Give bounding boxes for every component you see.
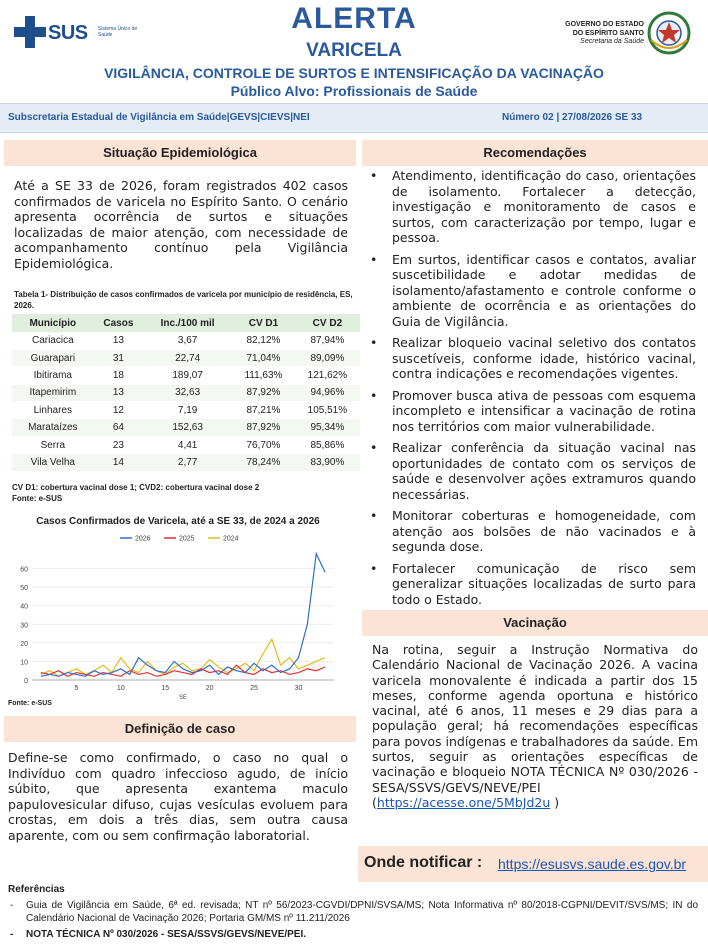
y-tick-label: 20 xyxy=(20,640,28,648)
legend-label: 2026 xyxy=(135,535,151,543)
chart-title: Casos Confirmados de Varicela, até a SE 33, de 2024 a 2026 xyxy=(36,516,320,527)
table-cell: 189,07 xyxy=(143,367,232,384)
table-header-row xyxy=(12,314,360,332)
table-row xyxy=(12,454,360,471)
table-cell: 76,70% xyxy=(232,436,295,453)
reference-item: - Guia de Vigilância em Saúde, 6ª ed. revisada; NT nº 56/2023-CGVDI/DPNI/SVSA/MS; Nota Informativa nº 80/2018-CGPNI/DEVIT/SVS/MS; IN do Calendário Nacional de Vacinação 2026; Portaria GM/MS nº 11.211/2026 xyxy=(8,899,698,925)
page-subtitle: VARICELA xyxy=(306,40,402,61)
recommendation-item: • Fortalecer comunicação de risco sem generalizar situações localizadas de surto para todo o Estado. xyxy=(370,561,696,608)
table-cell: 12 xyxy=(94,402,144,419)
gov-line-3: Secretaria da Saúde xyxy=(580,38,644,45)
table-cell: Cariacica xyxy=(12,332,94,349)
table-cell: Vila Velha xyxy=(12,454,94,471)
table-cell: 87,92% xyxy=(232,419,295,436)
table-cell: 94,96% xyxy=(295,384,360,401)
table-cell: Marataízes xyxy=(12,419,94,436)
table-row xyxy=(12,402,360,419)
info-bar xyxy=(0,103,708,133)
table-cell: 87,94% xyxy=(295,332,360,349)
y-tick-label: 50 xyxy=(20,585,28,593)
state-coat-of-arms-icon xyxy=(646,10,692,56)
recomendacoes-heading: Recomendações xyxy=(362,140,708,166)
table-cell: 18 xyxy=(94,367,144,384)
sus-logo-text: SUS xyxy=(48,22,88,44)
col-header: Inc./100 mil xyxy=(143,314,232,332)
recommendation-item: • Realizar bloqueio vacinal seletivo dos contatos suscetíveis, conforme idade, histórico vacinal, contra indicações e recomendações vigentes. xyxy=(370,335,696,382)
table-cell: 78,24% xyxy=(232,454,295,471)
table-cell: 3,67 xyxy=(143,332,232,349)
x-tick-label: 10 xyxy=(116,685,125,692)
y-tick-label: 60 xyxy=(20,566,28,574)
col-header: Casos xyxy=(94,314,144,332)
table-cell: 83,90% xyxy=(295,454,360,471)
vacinacao-text: Na rotina, seguir a Instrução Normativa do Calendário Nacional de Vacinação 2026. A vacina varicela monovalente é indicada a partir dos 15 meses, conforme agenda oportuna e histórico vacinal, até 6 anos, 11 meses e 29 dias para a população geral; há recomendações específicas para povos indígenas e trabalhadores da saúde. Em surtos, seguir as orientações específicas de vacinação e bloqueio NOTA TÉCNICA Nº 030/2026 - SESA/SSVS/GEVS/NEVE/PEI (https://acesse.one/5MbJd2u ) xyxy=(372,642,698,810)
reference-item: - NOTA TÉCNICA Nº 030/2026 - SESA/SSVS/GEVS/NEVE/PEI. xyxy=(8,928,698,941)
table-cell: 22,74 xyxy=(143,349,232,366)
table-row xyxy=(12,436,360,453)
table-row xyxy=(12,419,360,436)
situacao-heading: Situação Epidemiológica xyxy=(4,140,356,166)
definicao-text: Define-se como confirmado, o caso no qual o Indivíduo com quadro infeccioso agudo, de início súbito, que apresenta exantema maculo papulovesicular difuso, cujas vesículas evoluem para crostas, em dois a três dias, sem outra causa aparente, com ou sem confirmação laboratorial. xyxy=(8,750,348,843)
y-tick-label: 40 xyxy=(20,603,28,611)
col-header: CV D2 xyxy=(295,314,360,332)
table-cell: Ibitirama xyxy=(12,367,94,384)
table-cell: 87,92% xyxy=(232,384,295,401)
vacinacao-link[interactable]: https://acesse.one/5MbJd2u xyxy=(376,794,551,810)
y-tick-label: 30 xyxy=(20,622,28,630)
table-note-abbrev: CV D1: cobertura vacinal dose 1; CVD2: cobertura vacinal dose 2 xyxy=(12,483,260,492)
table-cell: 121,62% xyxy=(295,367,360,384)
page-header xyxy=(0,0,708,108)
table-row xyxy=(12,349,360,366)
cases-table xyxy=(12,314,360,472)
page-theme: VIGILÂNCIA, CONTROLE DE SURTOS E INTENSIFICAÇÃO DA VACINAÇÃO xyxy=(104,65,604,81)
recommendation-item: • Atendimento, identificação do caso, orientações de isolamento. Fortalecer a detecção, investigação e monitoramento de casos e surtos, com caracterização por tempo, lugar e pessoa. xyxy=(370,168,696,246)
notify-link[interactable]: https://esusvs.saude.es.gov.br xyxy=(498,856,687,872)
x-tick-label: 20 xyxy=(205,685,214,692)
gov-line-2: DO ESPÍRITO SANTO xyxy=(572,30,644,37)
recommendations-list xyxy=(370,168,696,613)
x-tick-label: 30 xyxy=(294,685,303,692)
x-tick-label: 25 xyxy=(250,685,258,692)
table-cell: 105,51% xyxy=(295,402,360,419)
table-cell: 7,19 xyxy=(143,402,232,419)
table-cell: 64 xyxy=(94,419,144,436)
table-cell: 2,77 xyxy=(143,454,232,471)
legend-label: 2025 xyxy=(179,535,195,543)
table-row xyxy=(12,332,360,349)
table-cell: Serra xyxy=(12,436,94,453)
recommendation-item: • Monitorar coberturas e homogeneidade, com atenção aos bolsões de não vacinados e à segunda dose. xyxy=(370,508,696,555)
table-note-source: Fonte: e-SUS xyxy=(12,494,63,503)
government-label xyxy=(562,20,644,45)
table-cell: 71,04% xyxy=(232,349,295,366)
x-axis-label: SE xyxy=(178,695,188,700)
sus-logo-subtext: Sistema Único de Saúde xyxy=(98,26,138,38)
notify-label: Onde notificar : xyxy=(364,854,483,871)
x-tick-label: 15 xyxy=(161,685,170,692)
table-cell: 95,34% xyxy=(295,419,360,436)
table-cell: 82,12% xyxy=(232,332,295,349)
recommendation-item: • Promover busca ativa de pessoas com esquema incompleto e intensificar a vacinação de rotina nos territórios com maior vulnerabilidade. xyxy=(370,388,696,435)
series-line-2026 xyxy=(41,554,325,677)
table-row xyxy=(12,367,360,384)
series-line-2024 xyxy=(41,639,325,676)
vacinacao-heading: Vacinação xyxy=(362,610,708,636)
col-header: Município xyxy=(12,314,94,332)
series-line-2025 xyxy=(41,665,325,676)
recommendation-item: • Realizar conferência da situação vacinal nas oportunidades de contato com os serviços de saúde e desenvolver ações extramuros quando necessárias. xyxy=(370,440,696,502)
table-cell: 85,86% xyxy=(295,436,360,453)
references-title: Referências xyxy=(8,884,65,895)
table-row xyxy=(12,384,360,401)
table-cell: 4,41 xyxy=(143,436,232,453)
chart-source: Fonte: e-SUS xyxy=(8,700,52,707)
issuer-text: Subscretaria Estadual de Vigilância em Saúde|GEVS|CIEVS|NEI xyxy=(8,112,310,123)
y-tick-label: 10 xyxy=(20,659,28,667)
table-cell: Linhares xyxy=(12,402,94,419)
table-cell: 152,63 xyxy=(143,419,232,436)
table-cell: Guarapari xyxy=(12,349,94,366)
table-cell: 32,63 xyxy=(143,384,232,401)
table-cell: Itapemirim xyxy=(12,384,94,401)
table-cell: 31 xyxy=(94,349,144,366)
cases-line-chart xyxy=(8,530,340,700)
legend-label: 2024 xyxy=(223,535,239,543)
vacinacao-body: Na rotina, seguir a Instrução Normativa do Calendário Nacional de Vacinação 2026. A vacina varicela monovalente é indicada a partir dos 15 meses, conforme agenda oportuna e histórico vacinal, até 6 anos, 11 meses e 29 dias para a população geral; há recomendações específicas para povos indígenas e trabalhadores da saúde. Em surtos, seguir as orientações específicas de vacinação e bloqueio NOTA TÉCNICA Nº 030/2026 - SESA/SSVS/GEVS/NEVE/PEI xyxy=(372,642,698,795)
gov-line-1: GOVERNO DO ESTADO xyxy=(565,21,644,28)
table-cell: 111,63% xyxy=(232,367,295,384)
x-tick-label: 5 xyxy=(74,685,79,692)
col-header: CV D1 xyxy=(232,314,295,332)
table-cell: 89,09% xyxy=(295,349,360,366)
definicao-heading: Definição de caso xyxy=(4,716,356,742)
y-tick-label: 0 xyxy=(24,678,28,685)
table-cell: 23 xyxy=(94,436,144,453)
table-cell: 14 xyxy=(94,454,144,471)
table-cell: 13 xyxy=(94,384,144,401)
table-cell: 13 xyxy=(94,332,144,349)
table-notes xyxy=(12,482,259,504)
situacao-text: Até a SE 33 de 2026, foram registrados 402 casos confirmados de varicela no Espírito Santo. O cenário apresenta ocorrência de surtos e situações localizadas de maior atenção, com necessidade de acompanhamento contínuo pela Vigilância Epidemiológica. xyxy=(14,178,348,271)
table-caption: Tabela 1- Distribuição de casos confirmados de varicela por município de residência, ES, 2026. xyxy=(14,290,353,310)
target-audience: Público Alvo: Profissionais de Saúde xyxy=(230,83,478,99)
recommendation-item: • Em surtos, identificar casos e contatos, avaliar suscetibilidade e adotar medidas de isolamento/afastamento e controle conforme o ambiente de ocorrência e as orientações do Guia de Vigilância. xyxy=(370,252,696,330)
page-title: ALERTA xyxy=(291,2,417,35)
table-cell: 87,21% xyxy=(232,402,295,419)
notify-box xyxy=(358,846,708,882)
issue-number: Número 02 | 27/08/2026 SE 33 xyxy=(502,112,643,123)
